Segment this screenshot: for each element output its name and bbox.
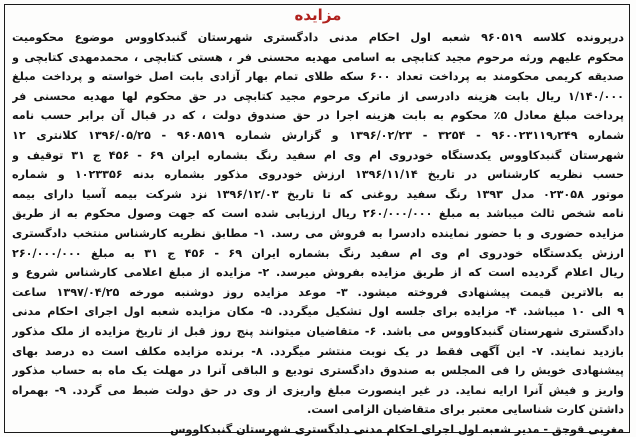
- notice-line: مزایده حضوری و با حضور نماینده دادسرا به فروش می رسد. ۱- مطابق نظریه کارشناس منتخب دادگستری: [12, 226, 624, 240]
- notice-line: موتور ۰۲۳۰۵۸ مدل ۱۳۹۳ رنگ سفید روغنی که تا تاریخ ۱۳۹۶/۱۲/۰۳ نزد شرکت بیمه آسیا دارای بیمه: [12, 187, 624, 201]
- notice-line: محکوم علیهم ورثه مرحوم مجید کتابچی به اسامی مهدیه محسنی فر ، هستی کتابچی ، محمدمهدی کتابچی و: [12, 50, 624, 64]
- notice-line: بازدید نمایند. ۷- این آگهی فقط در یک نوبت منتشر میگردد. ۸- برنده مزایده مکلف است ده درصد بهای: [12, 344, 624, 358]
- notice-line: داشتن کارت شناسایی معتبر برای متقاضیان الزامی است.: [307, 403, 624, 417]
- notice-body: [12, 28, 624, 437]
- notice-line: ریال اعلام گردیده است که از طریق مزایده بفروش میرسد. ۲- مزایده از مبلغ اعلامی کارشناس شروع و: [12, 266, 624, 280]
- notice-line: شماره ۹۶۰۰۲۳۱۱۹٫۲۴۹ - ۳۲۵۴ - ۱۳۹۶/۰۲/۲۳ و گزارش شماره ۹۶۰۸۵۱۹ - ۱۳۹۶/۰۵/۲۵ کلانتری ۱۲: [12, 128, 624, 142]
- notice-line: نامه شخص ثالث میباشد به مبلغ ۲۶۰/۰۰۰/۰۰۰ ریال ارزیابی شده است که جهت وصول محکوم به از طریق: [12, 207, 624, 221]
- notice-line: واریز و فیش آنرا ارایه نماید. در غیر اینصورت مبلغ واریزی از وی در حق دولت ضبط می گردد. ۹- بهمراه: [12, 383, 624, 397]
- notice-line: ارزش یکدستگاه خودروی ام وی ام سفید رنگ بشماره ایران ۶۹ - ۴۵۶ ج ۳۱ به مبلغ ۲۶۰/۰۰۰/۰۰۰: [12, 246, 624, 260]
- notice-signature: مغربی قوجق - مدیر شعبه اول اجرای احکام مدنی دادگستری شهرستان گنبدکاووس: [170, 422, 624, 436]
- notice-line: پیشنهادی خویش را فی المجلس به صندوق دادگستری تودیع و الباقی آنرا در مهلت یک ماه به حساب مذکور: [12, 364, 624, 378]
- notice-line: به بالاترین قیمت پیشنهادی فروخته میشود. ۳- موعد مزایده روز دوشنبه مورخه ۱۳۹۷/۰۴/۲۵ ساعت: [12, 285, 624, 299]
- notice-line: حسب نظریه کارشناس در تاریخ ۱۳۹۶/۱۱/۱۴ ارزش خودروی مذکور بشماره بدنه ۱۰۲۳۳۵۶ و شماره: [12, 168, 624, 182]
- notice-line: درپرونده کلاسه ۹۶۰۵۱۹ شعبه اول احکام مدنی دادگستری شهرستان گنبدکاووس موضوع محکومیت: [12, 31, 624, 44]
- notice-line: ۹ الی ۱۰ میباشد. ۴- مزایده برای جلسه اول تشکیل میگردد. ۵- مکان مزایده شعبه اول اجرای احکام مدنی: [12, 305, 624, 319]
- notice-line: شهرستان گنبدکاووس یکدستگاه خودروی ام وی ام سفید رنگ بشماره ایران ۶۹ - ۴۵۶ ج ۳۱ توقیف و: [12, 148, 624, 162]
- notice-title: مزایده: [294, 6, 342, 24]
- notice-line: صدیقه کریمی محکومند به پرداخت تعداد ۶۰۰ سکه طلای تمام بهار آزادی بابت اصل خواسته و پرداخت مبلغ: [12, 70, 624, 84]
- notice-line: پرداخت مبلغ معادل ۵٪ محکوم به بابت هزینه اجرا در حق صندوق دولت ، که در قبال آن برابر حسب نامه: [12, 109, 624, 123]
- notice-line: ۱/۱۴۰/۰۰۰ ریال بابت هزینه دادرسی از ماترک مرحوم مجید کتابچی در حق محکوم لها مهدیه محسنی فر: [12, 89, 624, 103]
- notice-line: دادگستری شهرستان گنبدکاووس می باشد. ۶- متقاضیان میتوانند پنج روز قبل از تاریخ مزایده از ملک مذکور: [12, 324, 624, 338]
